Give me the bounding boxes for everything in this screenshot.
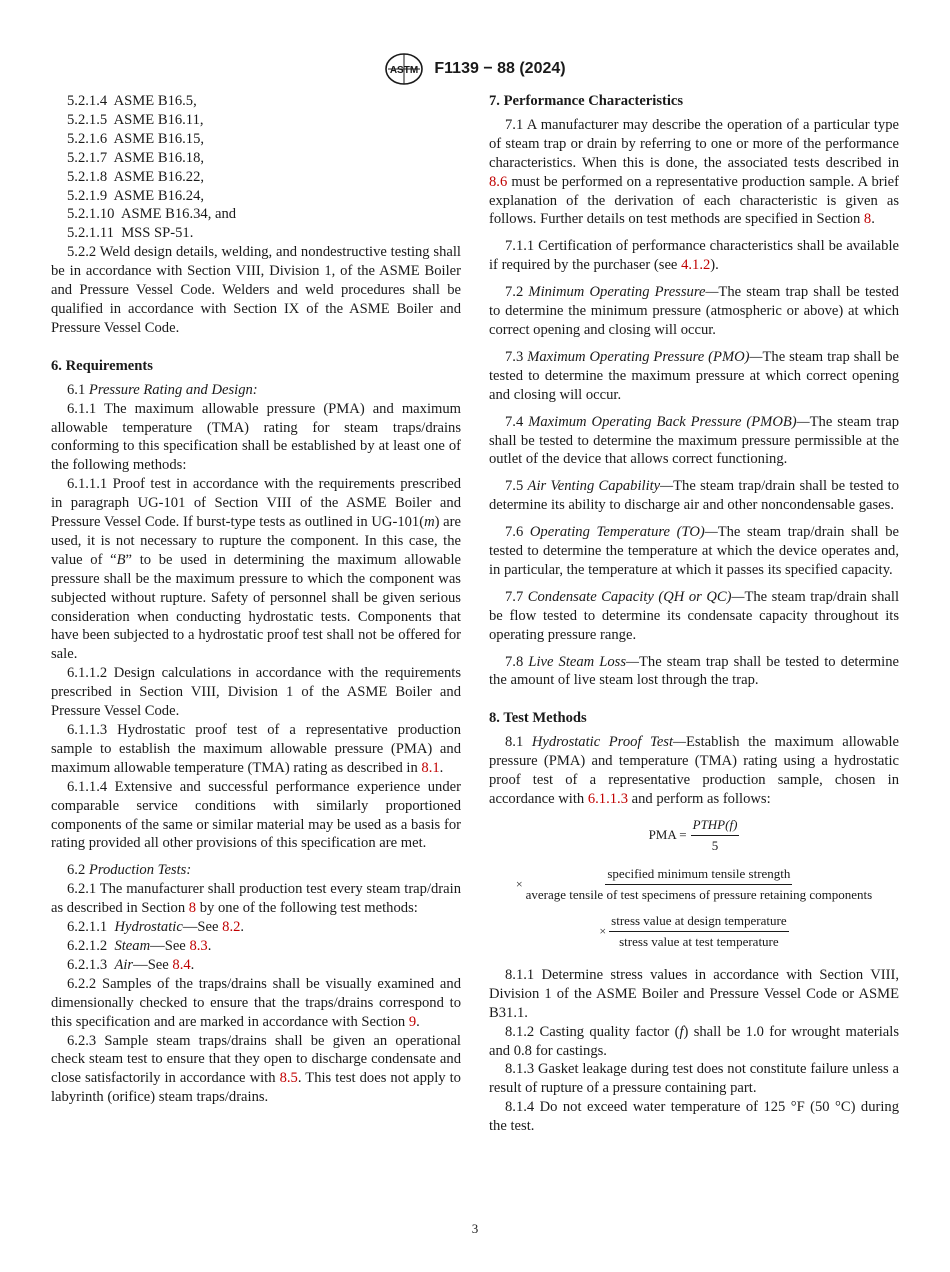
list-item: 6.2.1.2 Steam—See 8.3. xyxy=(67,937,212,954)
paragraph-6-2-1: 6.2.1 The manufacturer shall production test every steam trap/drain as described in Section 8 by one of the following test methods: xyxy=(51,881,461,917)
equation-lhs: PMA = xyxy=(648,827,687,843)
list-item: 5.2.1.10 ASME B16.34, and xyxy=(67,206,237,223)
paragraph-7-1: 7.1 A manufacturer may describe the operation of a particular type of steam trap or drain by referring to one or more of the performance characteristics. When this is done, the associated tests described in 8.6 must be performed on a representative production sample. A brief explanation of the derivation of each characteristic is given as follows. Further details on test methods are specified in Section 8. xyxy=(489,116,899,228)
document-designation: F1139 − 88 (2024) xyxy=(434,60,566,77)
paragraph-5-2-2: 5.2.2 Weld design details, welding, and nondestructive testing shall be in accordance with Section VIII, Division 1, of the ASME Boiler and Pressure Vessel Code. Welders and weld procedures shall be qualified in accordance with Section IX of the ASME Boiler and Pressure Vessel Code. xyxy=(51,244,461,336)
list-item: 6.2.1.1 Hydrostatic—See 8.2. xyxy=(67,919,245,936)
paragraph-6-1-1-3: 6.1.1.3 Hydrostatic proof test of a representative production sample to establish the maximum allowable pressure (PMA) and maximum allowable temperature (TMA) rating as described in 8.1. xyxy=(51,722,461,776)
astm-logo-icon xyxy=(384,52,424,86)
list-item: 5.2.1.7 ASME B16.18, xyxy=(67,149,205,166)
link-section-8[interactable]: 8 xyxy=(863,211,872,228)
right-column xyxy=(489,92,899,1136)
times-symbol: × xyxy=(515,877,523,892)
paragraph-8-1: 8.1 Hydrostatic Proof Test—Establish the maximum allowable pressure (PMA) and temperature (TMA) rating using a hydrostatic proof test of a representative production sample, chosen in accordance with 6.1.1.3 and perform as follows: xyxy=(489,734,899,807)
list-item: 5.2.1.6 ASME B16.15, xyxy=(67,130,205,147)
page-number: 3 xyxy=(471,1221,479,1236)
link-8-6[interactable]: 8.6 xyxy=(489,173,508,190)
page-header xyxy=(0,52,950,86)
fraction-stress: $\frac{\text{stress value at design temperature}}{\text{stress value at test temperature}}$ xyxy=(611,912,787,949)
paragraph-7-8: 7.8 Live Steam Loss—The steam trap shall be tested to determine the amount of live steam lost through the trap. xyxy=(489,653,899,689)
paragraph-6-1-1: 6.1.1 The maximum allowable pressure (PMA) and maximum allowable temperature (TMA) rating for steam traps/drains conforming to this specification shall be established by at least one of the following methods: xyxy=(51,400,461,474)
paragraph-6-2-3: 6.2.3 Sample steam traps/drains shall be given an operational check steam test to ensure that they open to discharge condensate and close satisfactorily in accordance with 8.5. This test does not apply to labyrinth (orifice) steam traps/drains. xyxy=(51,1032,461,1106)
paragraph-8-1-3: 8.1.3 Gasket leakage during test does not constitute failure unless a result of rupture of a pressure containing part. xyxy=(489,1061,899,1097)
paragraph-7-1-1: 7.1.1 Certification of performance characteristics shall be available if required by the purchaser (see 4.1.2). xyxy=(489,238,899,274)
list-item: 5.2.1.4 ASME B16.5, xyxy=(67,93,197,109)
paragraph-7-2: 7.2 Minimum Operating Pressure—The steam trap shall be tested to determine the minimum pressure (atmospheric or above) at which correct opening and closing will occur. xyxy=(489,284,899,338)
section-heading-6: 6. Requirements xyxy=(51,357,153,374)
paragraph-7-3: 7.3 Maximum Operating Pressure (PMO)—The steam trap shall be tested to determine the maximum pressure at which correct opening and closing will occur. xyxy=(489,348,899,403)
paragraph-8-1-2: 8.1.2 Casting quality factor (f) shall be 1.0 for wrought materials and 0.8 for castings. xyxy=(489,1023,899,1059)
section-heading-7: 7. Performance Characteristics xyxy=(489,93,684,109)
paragraph-6-2: 6.2 Production Tests: xyxy=(67,862,192,879)
link-section-9[interactable]: 9 xyxy=(408,1013,417,1030)
paragraph-6-2-2: 6.2.2 Samples of the traps/drains shall be visually examined and dimensionally checked to ensure that the traps/drains correspond to this specification and are marked in accordance with Section 9. xyxy=(51,975,461,1030)
section-heading-8: 8. Test Methods xyxy=(489,710,587,727)
logo-text: ASTM xyxy=(390,65,419,76)
link-8-3[interactable]: 8.3 xyxy=(189,937,208,954)
times-symbol: × xyxy=(599,924,607,939)
list-item: 6.2.1.3 Air—See 8.4. xyxy=(67,956,195,973)
paragraph-7-7: 7.7 Condensate Capacity (QH or QC)—The steam trap/drain shall be flow tested to determine its condensate capacity throughout its operating pressure range. xyxy=(489,588,899,643)
pma-equation xyxy=(489,817,899,950)
link-8-2[interactable]: 8.2 xyxy=(222,919,241,936)
left-column xyxy=(51,92,461,1107)
paragraph-7-6: 7.6 Operating Temperature (TO)—The steam trap/drain shall be tested to determine the temperature at which the device operates and, in particular, the temperature at which it passes its specified capacity. xyxy=(489,524,900,578)
link-8-5[interactable]: 8.5 xyxy=(279,1070,298,1087)
link-8-4[interactable]: 8.4 xyxy=(172,956,191,973)
paragraph-7-4: 7.4 Maximum Operating Back Pressure (PMOB)—The steam trap shall be tested to determine the maximum pressure permissible at the outlet of the device that allows correct functioning. xyxy=(489,413,899,468)
link-4-1-2[interactable]: 4.1.2 xyxy=(681,257,711,274)
paragraph-6-1: 6.1 Pressure Rating and Design: xyxy=(67,381,258,398)
fraction-pthp: $\frac{\text{PTHP(f)}}{5}$ xyxy=(692,816,738,853)
paragraph-8-1-1: 8.1.1 Determine stress values in accordance with Section VIII, Division 1 of the ASME Boiler and Pressure Vessel Code or ASME B31.1. xyxy=(489,966,899,1021)
list-item: 5.2.1.11 MSS SP-51. xyxy=(67,225,194,242)
paragraph-6-1-1-1: 6.1.1.1 Proof test in accordance with the requirements prescribed in paragraph UG-101 of Section VIII of the ASME Boiler and Pressure Vessel Code. If burst-type tests as outlined in UG-101(m) are used, it is not necessary to rupture the component. In this case, the value of “B” to be used in determining the maximum allowable pressure shall be the maximum pressure to which the component was subjected without rupture. Safety of personnel shall be given serious consideration when conducting hydrostatic tests. Components that have been subjected to a hydrostatic proof test shall not be offered for sale. xyxy=(51,476,461,663)
paragraph-7-5: 7.5 Air Venting Capability—The steam trap/drain shall be tested to determine its ability to discharge air and other noncondensable gases. xyxy=(489,478,900,514)
reference-list xyxy=(51,92,461,243)
link-6-1-1-3[interactable]: 6.1.1.3 xyxy=(587,791,628,807)
list-item: 5.2.1.9 ASME B16.24, xyxy=(67,187,205,204)
paragraph-6-1-1-4: 6.1.1.4 Extensive and successful performance experience under comparable service conditions with similarly proportioned components of the same or similar material may be used as a basis for rating provided all other provisions of this specification are met. xyxy=(51,778,461,852)
list-item: 5.2.1.5 ASME B16.11, xyxy=(67,111,204,128)
link-8-1[interactable]: 8.1 xyxy=(421,759,440,776)
paragraph-6-1-1-2: 6.1.1.2 Design calculations in accordance with the requirements prescribed in Section VIII, Division 1 of the ASME Boiler and Pressure Vessel Code. xyxy=(51,665,461,720)
list-item: 5.2.1.8 ASME B16.22, xyxy=(67,168,205,185)
paragraph-8-1-4: 8.1.4 Do not exceed water temperature of 125 °F (50 °C) during the test. xyxy=(489,1099,899,1135)
link-section-8[interactable]: 8 xyxy=(188,900,197,917)
fraction-tensile: specified minimum tensile strength average tensile of test specimens of pressure retaining components xyxy=(525,865,873,902)
